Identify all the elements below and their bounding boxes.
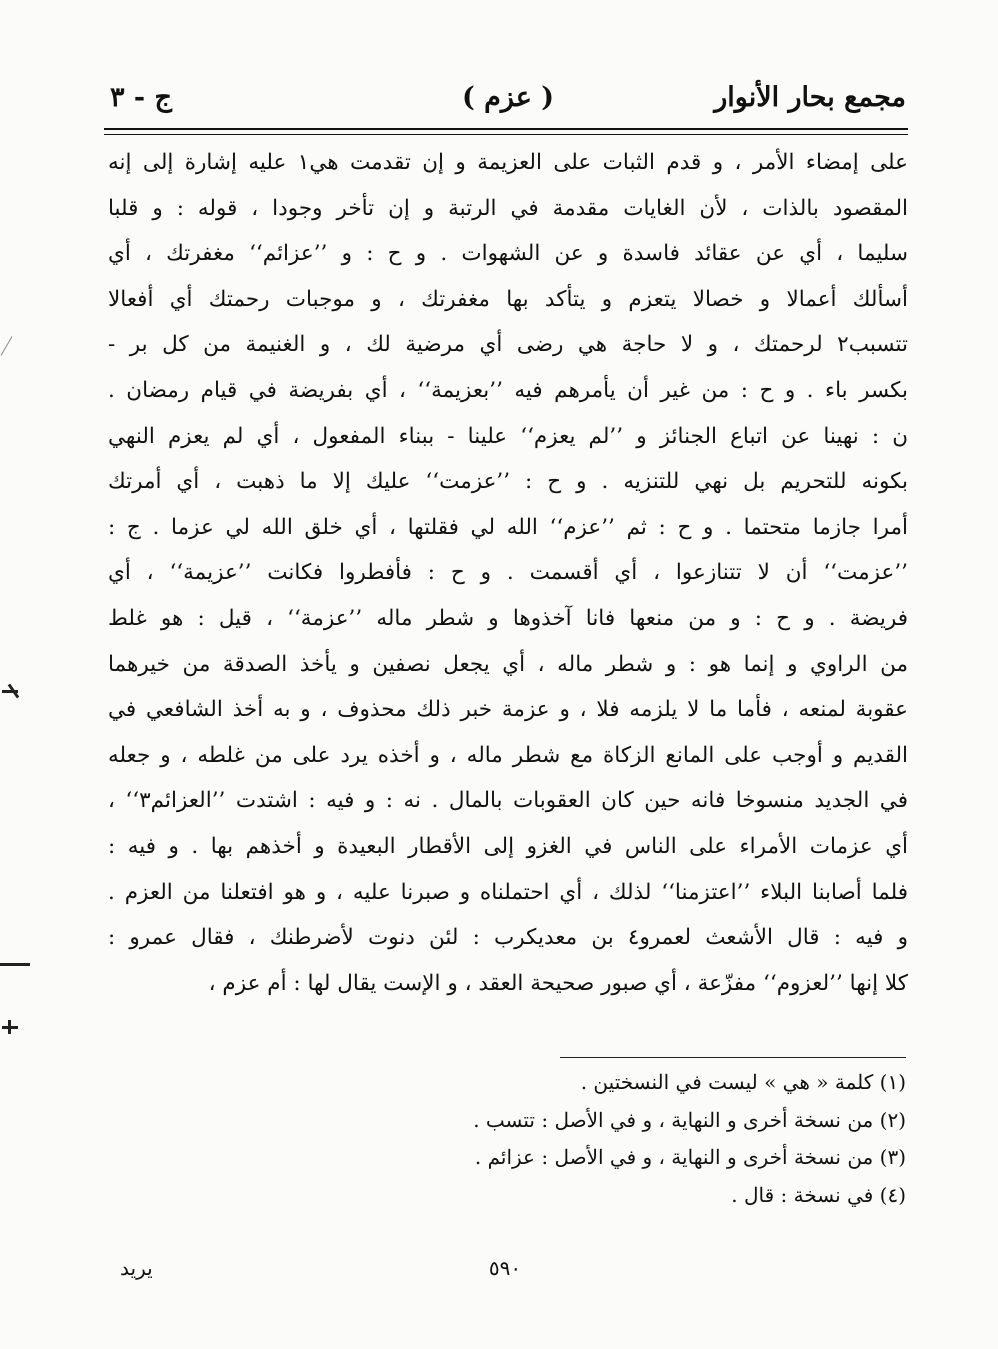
book-title: مجمع بحار الأنوار (714, 82, 906, 113)
margin-mark (8, 1020, 11, 1034)
footnote: (٣) من نسخة أخرى و النهاية ، و في الأصل : عزائم . (474, 1145, 906, 1169)
text-line: كلا إنها ’’لعزوم‘‘ مفزّعة ، أي صبور صحيحة العقد ، و الإست يقال لها : أم عزم ، (208, 970, 908, 996)
text-line: عقوبة لمنعه ، فأما ما لا يلزمه فلا ، و عزمة خبر ذلك محذوف ، و به أخذ الشافعي في (108, 697, 908, 723)
main-text (108, 140, 908, 1006)
text-line: في الجديد منسوخا فانه حين كان العقوبات بالمال . نه : و فيه : اشتدت ’’العزائم٣‘‘ ، (108, 788, 908, 814)
footnote: (٢) من نسخة أخرى و النهاية ، و في الأصل : تتسب . (473, 1107, 906, 1132)
header-rule-thin (104, 134, 908, 135)
footnote: (١) كلمة « هي » ليست في النسختين . (580, 1070, 906, 1094)
text-line: سليما ، أي عن عقائد فاسدة و عن الشهوات . و ح : و ’’عزائم‘‘ مغفرتك ، أي (108, 241, 908, 267)
volume-label: ج - ٣ (110, 82, 172, 113)
entry-word: ( عزم ) (461, 82, 555, 113)
text-line: فريضة . و ح : و من منعها فانا آخذوها و شطر ماله ’’عزمة‘‘ ، قيل : هو غلط (108, 605, 908, 631)
text-line: أمرا جازما متحتما . و ح : ثم ’’عزم‘‘ الله لي فقلتها ، أي خلق الله لي عزما . ج : (108, 514, 908, 540)
text-line: ’’عزمت‘‘ أن لا تتنازعوا ، أي أقسمت . و ح : فأفطروا فكانت ’’عزيمة‘‘ ، أي (108, 560, 908, 586)
text-line: المقصود بالذات ، لأن الغايات مقدمة في الرتبة و إن تأخر وجودا ، قوله : و قلبا (108, 195, 908, 221)
margin-mark (1, 336, 13, 356)
footnotes (300, 1064, 906, 1214)
text-line: القديم و أوجب على المانع الزكاة مع شطر ماله ، و أخذه يرد على من غلطه ، و جعله (108, 742, 908, 768)
text-line: تتسبب٢ لرحمتك ، و لا حاجة هي رضى أي مرضية لك ، و الغنيمة من كل بر - (108, 332, 908, 358)
footnote: (٤) في نسخة : قال . (731, 1182, 906, 1207)
page-number: ٥٩٠ (488, 1256, 522, 1280)
header-rule-thick (104, 128, 908, 130)
footnote-rule (560, 1057, 906, 1058)
text-line: أسألك أعمالا و خصالا يتعزم و يتأكد بها مغفرتك ، و موجبات رحمتك أي أفعالا (108, 286, 908, 312)
text-line: على إمضاء الأمر ، و قدم الثبات على العزيمة و إن تقدمت هي١ عليه إشارة إلى إنه (108, 150, 908, 175)
text-line: و فيه : قال الأشعث لعمرو٤ بن معديكرب : لئن دنوت لأضرطنك ، فقال عمرو : (108, 925, 908, 951)
text-line: بكونه للتحريم بل نهي للتنزيه . و ح : ’’عزمت‘‘ عليك إلا ما ذهبت ، أي أمرتك (108, 469, 908, 495)
margin-mark (0, 963, 30, 966)
text-line: ن : نهينا عن اتباع الجنائز و ’’لم يعزم‘‘ علينا - ببناء المفعول ، أي لم يعزم النهي (108, 423, 908, 449)
text-line: فلما أصابنا البلاء ’’اعتزمنا‘‘ لذلك ، أي احتملناه و صبرنا عليه ، و هو افتعلنا من العزم . (108, 879, 908, 905)
running-header (110, 80, 906, 124)
text-line: من الراوي و إنما هو : و شطر ماله ، أي يجعل نصفين و يأخذ الصدقة من خيرهما (108, 651, 908, 677)
text-line: بكسر باء . و ح : من غير أن يأمرهم فيه ’’بعزيمة‘‘ ، أي بفريضة في قيام رمضان . (108, 377, 908, 403)
catchword: يريد (120, 1256, 153, 1280)
text-line: أي عزمات الأمراء على الناس في الغزو إلى الأقطار البعيدة و أخذهم بها . و فيه : (108, 833, 908, 859)
